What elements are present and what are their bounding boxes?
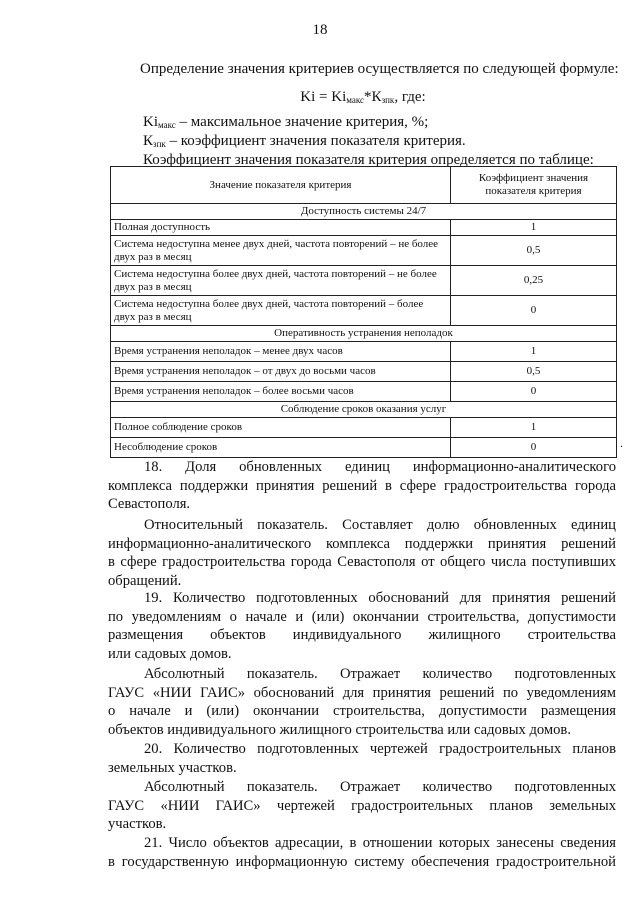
criterion-label: Система недоступна более двух дней, частота повторений – более двух раз в месяц bbox=[111, 296, 451, 326]
criterion-label: Полная доступность bbox=[111, 220, 451, 236]
paragraph-line bbox=[108, 778, 616, 797]
criteria-table-body bbox=[111, 167, 617, 458]
paragraph-text: о начале и (или) окончании строительства, допустимости размещения bbox=[108, 703, 616, 719]
table-section-row bbox=[111, 204, 617, 220]
paragraph-text: или садовых домов. bbox=[108, 645, 232, 662]
table-row bbox=[111, 382, 617, 402]
paragraph-text: размещения объектов индивидуального жилищного строительства bbox=[108, 627, 616, 643]
paragraph-line bbox=[108, 608, 616, 627]
paragraph-line bbox=[108, 797, 616, 816]
paragraph-text: по уведомлениям о начале и (или) окончании строительства, допустимости bbox=[108, 608, 616, 625]
table-section-row bbox=[111, 326, 617, 342]
paragraph-line bbox=[108, 815, 616, 834]
coefficient-value: 0 bbox=[451, 296, 617, 326]
coefficient-value: 0 bbox=[451, 438, 617, 458]
paragraph-line bbox=[108, 626, 616, 645]
paragraph-text: 21. Число объектов адресации, в отношении которых занесены сведения bbox=[144, 835, 616, 851]
paragraph-text: в сфере градостроительства города Севастополя от общего числа поступивших bbox=[108, 554, 616, 570]
paragraph-text: Относительный показатель. Составляет долю обновленных единиц bbox=[144, 517, 616, 533]
table-row bbox=[111, 418, 617, 438]
criterion-label: Несоблюдение сроков bbox=[111, 438, 451, 458]
paragraph-line bbox=[108, 759, 616, 778]
paragraph-line bbox=[108, 665, 616, 684]
paragraph-text: комплекса поддержки принятия решений в сфере градостроительства города bbox=[108, 477, 616, 494]
criterion-label: Полное соблюдение сроков bbox=[111, 418, 451, 438]
paragraph-20 bbox=[108, 740, 616, 777]
criterion-label: Время устранения неполадок – менее двух часов bbox=[111, 342, 451, 362]
coefficient-value: 0 bbox=[451, 382, 617, 402]
paragraph-text: участков. bbox=[108, 816, 167, 832]
paragraph-line bbox=[108, 516, 616, 535]
paragraph-line bbox=[108, 495, 616, 514]
paragraph-19-description bbox=[108, 665, 616, 739]
page-number: 18 bbox=[312, 22, 328, 38]
table-trailing-dot: . bbox=[620, 436, 623, 450]
table-row bbox=[111, 266, 617, 296]
paragraph-18-description bbox=[108, 516, 616, 590]
table-row bbox=[111, 220, 617, 236]
paragraph-20-description bbox=[108, 778, 616, 834]
coefficient-value: 0,5 bbox=[451, 236, 617, 266]
paragraph-line bbox=[108, 684, 616, 703]
formula: $Ki = Ki_{макс}*К_{зпк}$, где: bbox=[300, 89, 426, 105]
paragraph-21 bbox=[108, 834, 616, 871]
paragraph-text: Севастополя. bbox=[108, 496, 191, 512]
paragraph-line bbox=[108, 645, 616, 664]
paragraph-line bbox=[108, 702, 616, 721]
coefficient-value: 1 bbox=[451, 418, 617, 438]
paragraph-line bbox=[108, 572, 616, 591]
table-row bbox=[111, 296, 617, 326]
table-section-row bbox=[111, 402, 617, 418]
paragraph-18 bbox=[108, 458, 616, 514]
paragraph-text: 18. Доля обновленных единиц информационно-аналитического bbox=[144, 459, 616, 475]
paragraph-text: объектов индивидуального жилищного строительства или садовых домов. bbox=[108, 721, 571, 738]
intro-line: Определение значения критериев осуществляется по следующей формуле: bbox=[140, 61, 619, 77]
table-row bbox=[111, 362, 617, 382]
paragraph-text: ГАУС «НИИ ГАИС» обоснований для принятия решений по уведомлениям bbox=[108, 684, 616, 701]
paragraph-text: Абсолютный показатель. Отражает количество подготовленных bbox=[144, 666, 616, 682]
paragraph-line bbox=[108, 553, 616, 572]
criterion-label: Система недоступна более двух дней, частота повторений – не более двух раз в месяц bbox=[111, 266, 451, 296]
paragraph-text: в государственную информационную систему обеспечения градостроительной bbox=[108, 853, 616, 870]
section-title: Оперативность устранения неполадок bbox=[111, 326, 617, 342]
paragraph-line bbox=[108, 589, 616, 608]
coefficient-value: 0,5 bbox=[451, 362, 617, 382]
criterion-label: Время устранения неполадок – более восьми часов bbox=[111, 382, 451, 402]
criterion-label: Время устранения неполадок – от двух до восьми часов bbox=[111, 362, 451, 382]
coefficient-value: 0,25 bbox=[451, 266, 617, 296]
criteria-table bbox=[110, 166, 617, 458]
paragraph-text: ГАУС «НИИ ГАИС» чертежей градостроительных планов земельных bbox=[108, 797, 616, 814]
table-header-row bbox=[111, 167, 617, 204]
paragraph-text: 19. Количество подготовленных обоснований для принятия решений bbox=[144, 590, 616, 606]
coefficient-value: 1 bbox=[451, 220, 617, 236]
paragraph-line bbox=[108, 721, 616, 740]
table-intro-line: Коэффициент значения показателя критерия определяется по таблице: bbox=[143, 152, 594, 168]
paragraph-19 bbox=[108, 589, 616, 663]
paragraph-line bbox=[108, 834, 616, 853]
header-coefficient: Коэффициент значения показателя критерия bbox=[451, 167, 617, 204]
paragraph-text: земельных участков. bbox=[108, 759, 237, 776]
coefficient-value: 1 bbox=[451, 342, 617, 362]
definition-kzpk: $К_{зпк}$ – коэффициент значения показателя критерия. bbox=[143, 133, 466, 149]
paragraph-line bbox=[108, 853, 616, 872]
section-title: Соблюдение сроков оказания услуг bbox=[111, 402, 617, 418]
header-criterion: Значение показателя критерия bbox=[111, 167, 451, 204]
section-title: Доступность системы 24/7 bbox=[111, 204, 617, 220]
paragraph-line bbox=[108, 477, 616, 496]
paragraph-line bbox=[108, 535, 616, 554]
table-row bbox=[111, 236, 617, 266]
table-row bbox=[111, 342, 617, 362]
paragraph-line bbox=[108, 740, 616, 759]
paragraph-text: обращений. bbox=[108, 572, 182, 589]
definition-kimax: $Ki_{макс}$ – максимальное значение критерия, %; bbox=[143, 114, 429, 130]
paragraph-text: Абсолютный показатель. Отражает количество подготовленных bbox=[144, 779, 616, 795]
paragraph-line bbox=[108, 458, 616, 477]
table-row bbox=[111, 438, 617, 458]
criterion-label: Система недоступна менее двух дней, частота повторений – не более двух раз в месяц bbox=[111, 236, 451, 266]
paragraph-text: 20. Количество подготовленных чертежей градостроительных планов bbox=[144, 741, 616, 757]
paragraph-text: информационно-аналитического комплекса поддержки принятия решений bbox=[108, 535, 616, 552]
